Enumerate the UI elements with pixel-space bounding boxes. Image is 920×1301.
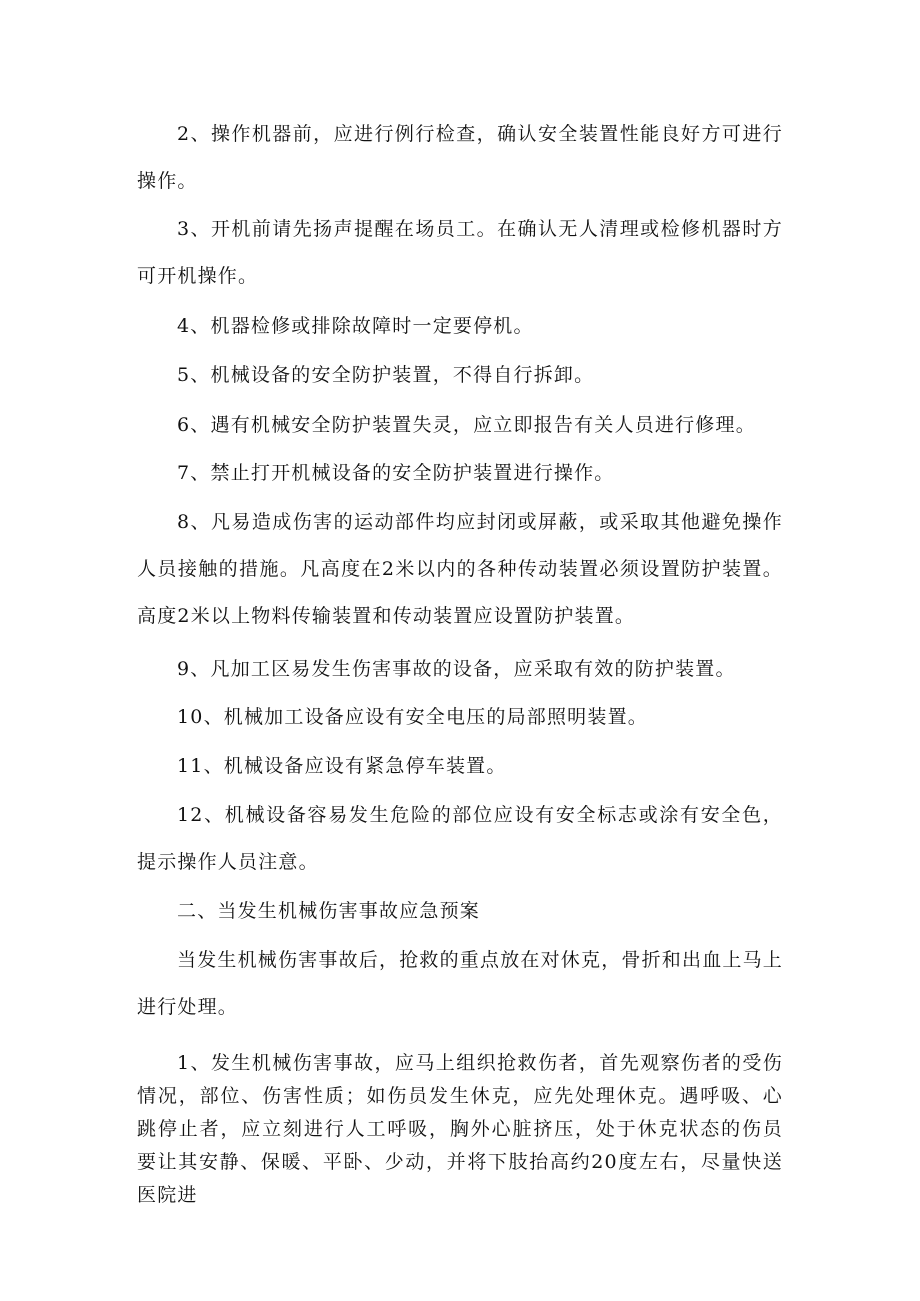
paragraph-item-4: 4、机器检修或排除故障时一定要停机。 [177, 315, 534, 337]
paragraph-item-2: 2、操作机器前，应进行例行检查，确认安全装置性能良好方可进行操作。 [137, 123, 783, 192]
paragraph-item-11: 11、机械设备应设有紧急停车装置。 [177, 755, 507, 777]
paragraph-item-6: 6、遇有机械安全防护装置失灵，应立即报告有关人员进行修理。 [177, 414, 756, 436]
paragraph-item-3: 3、开机前请先扬声提醒在场员工。在确认无人清理或检修机器时方可开机操作。 [137, 218, 783, 287]
paragraph-item-8: 8、凡易造成伤害的运动部件均应封闭或屏蔽，或采取其他避免操作人员接触的措施。凡高度在2米以内的各种传动装置必须设置防护装置。高度2米以上物料传输装置和传动装置应设置防护装置。 [137, 511, 783, 627]
section-heading: 二、当发生机械伤害事故应急预案 [177, 900, 481, 922]
paragraph-item-5: 5、机械设备的安全防护装置，不得自行拆卸。 [177, 364, 595, 386]
paragraph-item-12: 12、机械设备容易发生危险的部位应设有安全标志或涂有安全色，提示操作人员注意。 [137, 804, 783, 873]
paragraph-item-10: 10、机械加工设备应设有安全电压的局部照明装置。 [177, 706, 648, 728]
paragraph-item-7: 7、禁止打开机械设备的安全防护装置进行操作。 [177, 462, 615, 484]
intro-paragraph: 当发生机械伤害事故后，抢救的重点放在对休克，骨折和出血上马上进行处理。 [137, 949, 784, 1018]
emergency-step-1: 1、发生机械伤害事故，应马上组织抢救伤者，首先观察伤者的受伤情况，部位、伤害性质；如伤员发生休克，应先处理休克。遇呼吸、心跳停止者，应立刻进行人工呼吸，胸外心脏挤压，处于休克状态的伤员要让其安静、保暖、平卧、少动，并将下肢抬高约20度左右，尽量快送医院进 [137, 1052, 783, 1206]
paragraph-item-9: 9、凡加工区易发生伤害事故的设备，应采取有效的防护装置。 [177, 658, 736, 680]
